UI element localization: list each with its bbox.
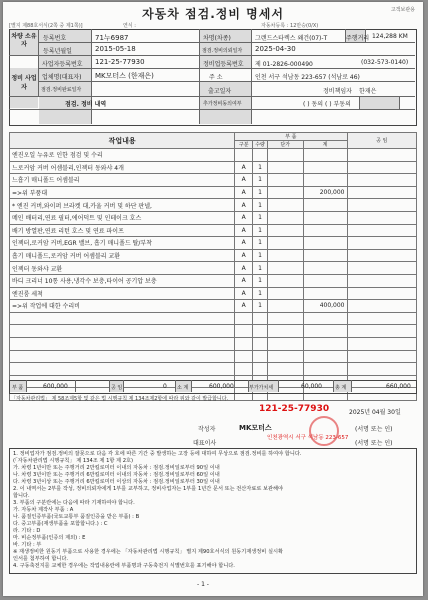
item-unit	[267, 350, 303, 363]
table-row	[10, 287, 417, 300]
item-desc: 엔진오일 누유로 인한 점검 및 수리	[10, 149, 235, 162]
item-unit	[267, 300, 303, 313]
item-desc	[10, 337, 235, 350]
reg-no-label: 등록번호	[43, 35, 67, 42]
item-unit	[267, 237, 303, 250]
note-line: 2. 이 내역서는 2부를 작성, 정비의뢰자에게 1부를 교부하고, 정비사업자는 1부를 1년간 문서 또는 전산자료로 보관해야	[13, 486, 284, 492]
complete-date-label: 점검.정비완료일자	[41, 87, 82, 93]
table-row	[10, 174, 417, 187]
serial-label: 연식 :	[123, 23, 136, 29]
item-qty: 1	[253, 199, 268, 212]
staff-label: 정비책임자	[323, 88, 352, 95]
item-amount	[303, 161, 347, 174]
item-wage	[347, 274, 417, 287]
biz-no-label: 사업자등록번호	[42, 61, 83, 68]
table-row	[10, 249, 417, 262]
item-qty: 1	[253, 211, 268, 224]
item-desc: 배기 방열판,연료 리턴 호스 및 연료 파이프	[10, 224, 235, 237]
item-unit	[267, 186, 303, 199]
wage-total: 0	[163, 383, 167, 390]
issuer-sign: (서명 또는 인)	[355, 426, 393, 433]
item-type: A	[235, 174, 253, 187]
item-type	[235, 325, 253, 338]
note-line: 나. 품질인증부품(국토교통부 품질인증을 받은 부품) : B	[13, 514, 140, 520]
item-qty	[253, 363, 268, 376]
note-line: 3. 부품의 구분란에는 다음에 따라 기재하여야 합니다.	[13, 500, 135, 506]
document-page	[3, 2, 423, 596]
item-wage	[347, 161, 417, 174]
item-amount	[303, 199, 347, 212]
item-wage	[347, 224, 417, 237]
item-qty: 1	[253, 249, 268, 262]
item-amount	[303, 211, 347, 224]
item-qty	[253, 350, 268, 363]
table-row	[10, 312, 417, 325]
table-row	[10, 363, 417, 376]
item-desc: 느로커암 커버 어셈블리,인젝터 동와샤 4개	[10, 161, 235, 174]
item-type	[235, 363, 253, 376]
item-amount	[303, 262, 347, 275]
sum-label: 총 계	[335, 385, 347, 391]
item-desc	[10, 350, 235, 363]
form-label: [별지 제88호서식(2쪽 중 제1쪽)]	[9, 23, 83, 29]
item-type: A	[235, 287, 253, 300]
consent-value: ( ) 동의 ( ) 부동의	[303, 101, 351, 108]
item-unit	[267, 174, 303, 187]
item-unit	[267, 312, 303, 325]
copy-label: 고객보관용	[390, 7, 415, 13]
item-type: A	[235, 262, 253, 275]
item-wage	[347, 262, 417, 275]
staff-name: 한재은	[359, 88, 377, 95]
reg-date-label: 등록년월일	[43, 48, 72, 55]
item-desc	[10, 363, 235, 376]
item-wage	[347, 350, 417, 363]
item-wage	[347, 312, 417, 325]
item-wage	[347, 186, 417, 199]
item-type: A	[235, 161, 253, 174]
note-line: 인서를 첨부하여 합니다.	[13, 556, 69, 562]
item-unit	[267, 249, 303, 262]
business-section-label: 정비 사업자	[11, 75, 37, 91]
item-type: A	[235, 249, 253, 262]
item-wage	[347, 337, 417, 350]
table-row	[10, 350, 417, 363]
item-amount	[303, 224, 347, 237]
subtotal-label: 소 계	[177, 385, 189, 391]
rep-label: 대표이사	[193, 440, 217, 447]
sum: 660,000	[386, 383, 411, 390]
biz-reg-no: 제 01-2826-000490	[255, 61, 313, 68]
item-qty: 1	[253, 237, 268, 250]
item-desc: =>위 부품대	[10, 186, 235, 199]
item-wage	[347, 325, 417, 338]
stamp-biz-no: 121-25-77930	[259, 404, 330, 414]
item-desc: 흡기 매니폴드,로커암 커버 어셈블리 교환	[10, 249, 235, 262]
item-amount	[303, 174, 347, 187]
document-title: 자동차 점검.정비 명세서	[142, 7, 284, 21]
item-qty	[253, 312, 268, 325]
item-amount	[303, 287, 347, 300]
note-line: 라. 기타 : D	[13, 528, 41, 534]
item-type	[235, 350, 253, 363]
note-line: 바. 기타 : 부	[13, 542, 42, 548]
table-row	[10, 262, 417, 275]
item-desc: =>위 작업에 대한 수리비	[10, 300, 235, 313]
item-amount	[303, 149, 347, 162]
model: 그랜드스타렉스 왜건(07)-T	[255, 35, 328, 42]
type-col-header: 구분	[235, 141, 253, 149]
rep-sign: (서명 또는 인)	[355, 440, 393, 447]
item-qty	[253, 325, 268, 338]
owner-id-label: 자동차등록 : 12만승(0/X)	[261, 23, 319, 29]
table-row	[10, 199, 417, 212]
biz-name: MK모터스 (한재은)	[95, 72, 154, 80]
work-detail-label: 점검. 정비 내역	[65, 101, 107, 108]
vat-label: 부가가치세	[249, 385, 274, 391]
table-row	[10, 237, 417, 250]
item-qty: 1	[253, 262, 268, 275]
note-line: 다. 차령 3년이상 또는 주행거리 6만킬로미터 이상의 자동차 : 점검.정비일로부터 30일 이내	[13, 479, 220, 485]
item-type: A	[235, 224, 253, 237]
biz-phone: (032-573-0140)	[361, 59, 409, 66]
item-amount	[303, 237, 347, 250]
item-desc: 인젝터,로커암 커버,EGR 밸브, 흡기 매니폴드 탈/부착	[10, 237, 235, 250]
item-amount	[303, 325, 347, 338]
item-desc: 인젝터 동와샤 교환	[10, 262, 235, 275]
item-unit	[267, 149, 303, 162]
item-type: A	[235, 186, 253, 199]
table-row	[10, 186, 417, 199]
item-wage	[347, 363, 417, 376]
note-line: ※ 재생정비한 원동기 부품으로 사용한 경우에는 「자동차관리법 시행규칙」 별지 제90호서식의 원동기재생정비 실시확	[13, 549, 283, 555]
company-seal	[309, 416, 339, 446]
note-line: 가. 차령 1년이만 또는 주행거리 2만킬로미터 이내의 자동차 : 점검.정비일로부터 90일 이내	[13, 465, 220, 471]
item-wage	[347, 300, 417, 313]
item-unit	[267, 363, 303, 376]
note-line: 나. 차령 3년이만 또는 주행거리 6만킬로미터 이내의 자동차 : 점검.정비일로부터 60일 이내	[13, 472, 220, 478]
release-date-label: 출고일자	[208, 88, 232, 95]
stamp-address: 인천광역시 서구 석남동 223-657	[267, 435, 349, 441]
item-desc: 느흡기 매니폴드 어셈블리	[10, 174, 235, 187]
item-qty: 1	[253, 186, 268, 199]
note-line: (「자동차관리법 시행규칙」 제 134조 제 1항 제 2호)	[13, 458, 134, 464]
item-desc	[10, 312, 235, 325]
reg-date: 2015-05-18	[95, 45, 136, 53]
note-line: 합니다.	[13, 493, 30, 499]
item-unit	[267, 274, 303, 287]
item-qty	[253, 149, 268, 162]
parts-col-header: 부 품	[235, 133, 347, 141]
item-desc: 바디 크리너 10통 사용,냉각수 보충,타이어 공기압 보충	[10, 274, 235, 287]
item-qty: 1	[253, 174, 268, 187]
wage-col-header: 공 임	[347, 133, 417, 149]
note-line: 마. 비순정부품(인증의 제외) : E	[13, 535, 86, 541]
item-type	[235, 312, 253, 325]
table-row	[10, 211, 417, 224]
item-amount	[303, 249, 347, 262]
table-row	[10, 224, 417, 237]
page-number: - 1 -	[197, 581, 209, 588]
reg-no: 71누6987	[95, 34, 129, 42]
item-amount: 400,000	[303, 300, 347, 313]
parts-total: 600,000	[43, 383, 68, 390]
wage-total-label: 공 임	[111, 385, 123, 391]
item-type: A	[235, 211, 253, 224]
item-unit	[267, 199, 303, 212]
item-qty: 1	[253, 161, 268, 174]
item-type	[235, 337, 253, 350]
note-line: 가. 자동차 제작사 부품 : A	[13, 507, 74, 513]
table-row	[10, 149, 417, 162]
vehicle-section-label: 차량 소유자	[11, 33, 37, 48]
work-items-table	[9, 132, 417, 401]
item-amount	[303, 337, 347, 350]
item-desc: 메인 배터리,연료 필터,에어덕트 및 인테이크 호스	[10, 211, 235, 224]
item-amount: 200,000	[303, 186, 347, 199]
item-wage	[347, 199, 417, 212]
item-desc: * 엔진 커버,와이퍼 브라켓 대,카울 커버 및 하단 판넬,	[10, 199, 235, 212]
item-wage	[347, 149, 417, 162]
issuer-label: 작성자	[198, 426, 216, 433]
item-wage	[347, 211, 417, 224]
item-unit	[267, 224, 303, 237]
biz-no: 121-25-77930	[95, 58, 145, 66]
vat: 60,000	[301, 383, 322, 390]
item-unit	[267, 161, 303, 174]
unit-col-header: 단가	[267, 141, 303, 149]
issuer-name: MK모터스	[239, 424, 272, 432]
work-col-header: 작업내용	[10, 133, 235, 149]
inspect-date: 2025-04-30	[255, 45, 296, 53]
note-line: 다. 중고부품(재생부품을 포함합니다.) : C	[13, 521, 108, 527]
legal-statement: 「자동차관리법」 제 58조제5항 및 같은 법 시행규칙 제 134조제2항에 따라 위와 같이 발급합니다.	[11, 396, 229, 402]
item-type: A	[235, 274, 253, 287]
item-wage	[347, 287, 417, 300]
item-amount	[303, 274, 347, 287]
item-unit	[267, 325, 303, 338]
item-amount	[303, 312, 347, 325]
table-row	[10, 161, 417, 174]
item-desc: 엔진룸 세척	[10, 287, 235, 300]
qty-col-header: 수량	[253, 141, 268, 149]
table-row	[10, 274, 417, 287]
item-wage	[347, 237, 417, 250]
item-amount	[303, 350, 347, 363]
issue-date: 2025년 04월 30일	[349, 409, 401, 416]
item-type: A	[235, 199, 253, 212]
parts-total-label: 부 품	[12, 385, 24, 391]
item-qty: 1	[253, 287, 268, 300]
item-unit	[267, 211, 303, 224]
biz-reg-label: 정비업등록번호	[203, 61, 244, 68]
item-type: A	[235, 237, 253, 250]
table-row	[10, 337, 417, 350]
note-line: 4. 구동축전지를 교체한 경우에는 작업내용란에 부품명과 구동축전지 식별번호를 표기해야 합니다.	[13, 563, 235, 569]
item-qty: 1	[253, 224, 268, 237]
item-desc	[10, 325, 235, 338]
item-type: A	[235, 300, 253, 313]
item-unit	[267, 287, 303, 300]
item-qty: 1	[253, 274, 268, 287]
note-line: 1. 정비업자가 점검.정비의 잘못으로 다음 각 호에 따른 기간 중 발생하는 고장 등에 대하여 무상으로 점검.정비를 하여야 합니다.	[13, 451, 302, 457]
notes-list	[13, 451, 302, 570]
item-wage	[347, 249, 417, 262]
item-qty	[253, 337, 268, 350]
mileage: 124,288 KM	[372, 33, 408, 40]
table-row	[10, 325, 417, 338]
item-qty: 1	[253, 300, 268, 313]
table-row	[10, 300, 417, 313]
item-amount	[303, 363, 347, 376]
subtotal: 600,000	[209, 383, 234, 390]
model-label: 차명(차종)	[203, 35, 231, 42]
addr: 인천 서구 석남동 223-657 (석남로 46)	[255, 74, 360, 81]
amount-col-header: 계	[303, 141, 347, 149]
consent-label: 추가정비동의여부	[203, 101, 242, 107]
item-wage	[347, 174, 417, 187]
item-unit	[267, 337, 303, 350]
addr-label: 주 소	[209, 74, 223, 81]
biz-name-label: 업체명(대표자)	[42, 74, 82, 81]
item-unit	[267, 262, 303, 275]
item-type	[235, 149, 253, 162]
inspect-date-label: 점검.정비의뢰일자	[202, 48, 243, 54]
mileage-label: 주행거리	[346, 35, 370, 42]
